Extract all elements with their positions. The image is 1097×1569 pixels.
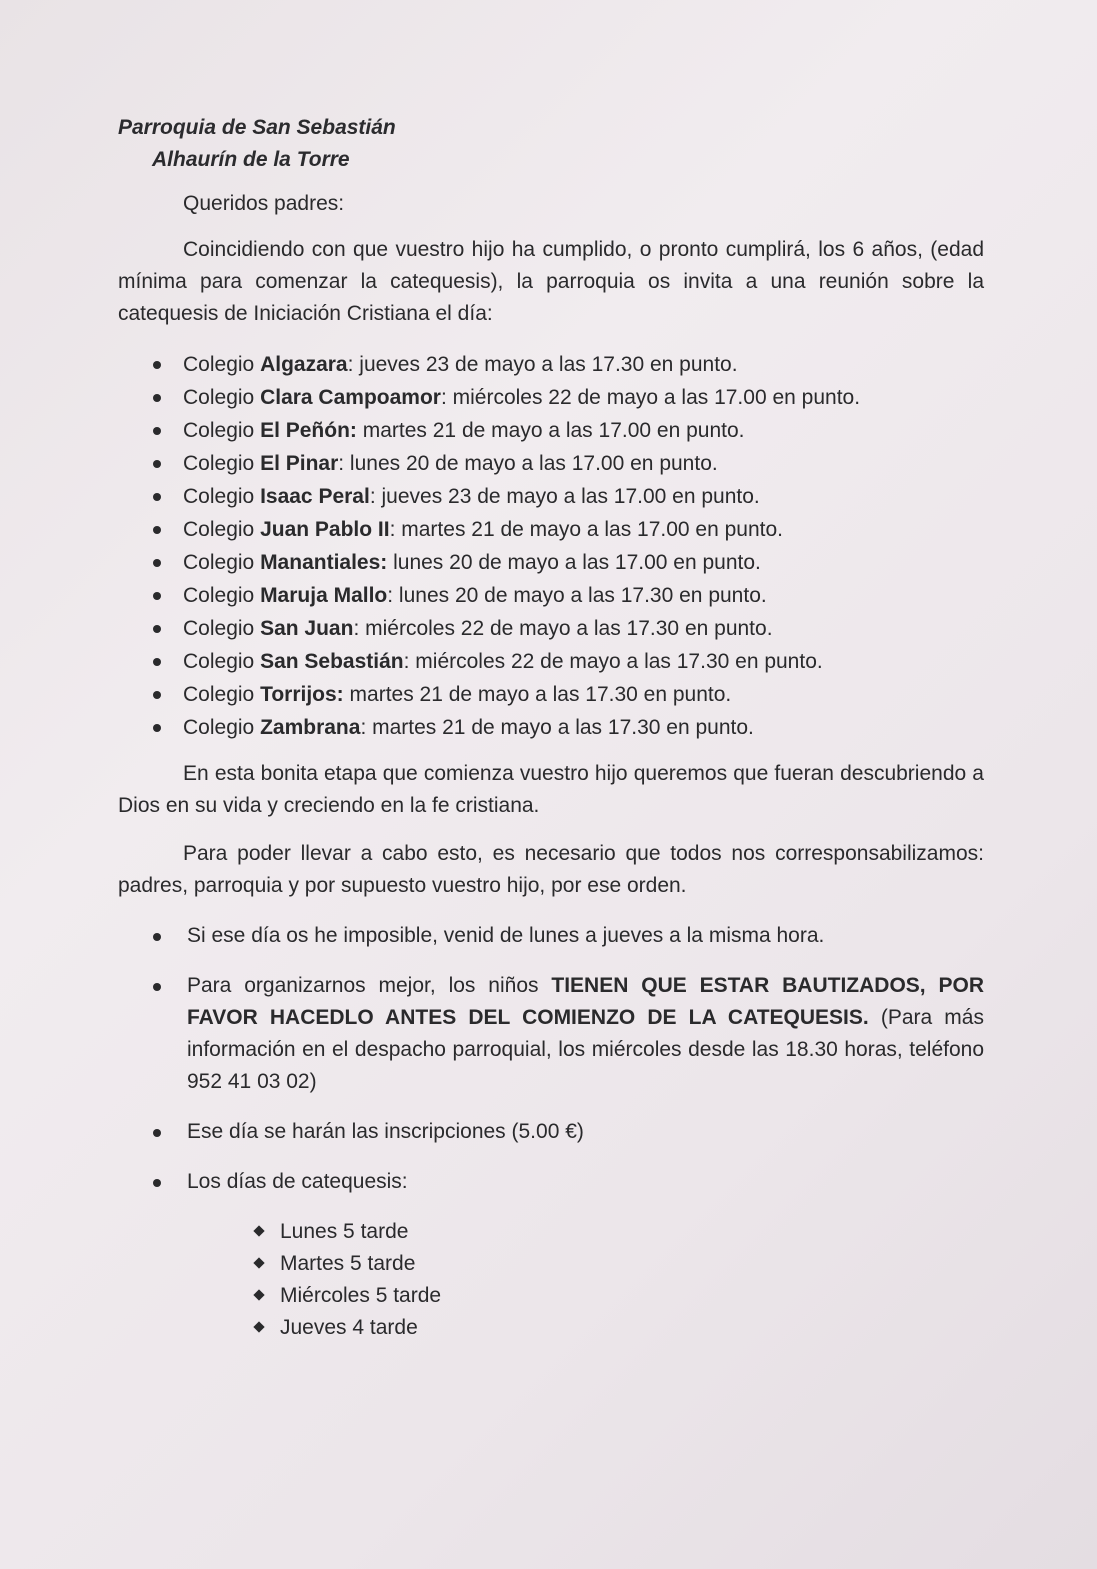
school-name: Maruja Mallo [260, 584, 388, 607]
list-item: Lunes 5 tarde [118, 1216, 984, 1248]
diamond-bullet-icon [253, 1321, 264, 1332]
school-name: Manantiales: [260, 551, 388, 574]
school-name: Torrijos: [260, 683, 344, 706]
purpose-paragraph: En esta bonita etapa que comienza vuestro hijo queremos que fueran descubriendo a Dios en su vida y creciendo en la fe cristiana. [118, 762, 984, 817]
list-item: Colegio Maruja Mallo: lunes 20 de mayo a las 17.30 en punto. [118, 579, 984, 612]
parish-town: Alhaurín de la Torre [152, 148, 350, 171]
note-catechesis-days: Los días de catequesis: Lunes 5 tarde Martes 5 tarde Miércoles 5 tarde Jueves 4 tarde [118, 1166, 984, 1344]
school-name: Isaac Peral [260, 485, 370, 508]
school-meeting-list [118, 348, 984, 744]
list-item: Colegio Clara Campoamor: miércoles 22 de mayo a las 17.00 en punto. [118, 381, 984, 414]
school-name: Clara Campoamor [260, 386, 441, 409]
letter-page [118, 112, 984, 1362]
list-item: Colegio El Peñón: martes 21 de mayo a las 17.00 en punto. [118, 414, 984, 447]
list-item: Colegio Algazara: jueves 23 de mayo a las 17.30 en punto. [118, 348, 984, 381]
notes-list [118, 920, 984, 1344]
school-name: San Sebastián [260, 650, 404, 673]
catechesis-days-list [118, 1216, 984, 1344]
list-item: Colegio Torrijos: martes 21 de mayo a las 17.30 en punto. [118, 678, 984, 711]
school-name: El Peñón: [260, 419, 357, 442]
list-item: Colegio El Pinar: lunes 20 de mayo a las 17.00 en punto. [118, 447, 984, 480]
list-item: Colegio San Sebastián: miércoles 22 de mayo a las 17.30 en punto. [118, 645, 984, 678]
list-item: Colegio Zambrana: martes 21 de mayo a las 17.30 en punto. [118, 711, 984, 744]
school-name: San Juan [260, 617, 354, 640]
list-item: Colegio Manantiales: lunes 20 de mayo a las 17.00 en punto. [118, 546, 984, 579]
diamond-bullet-icon [253, 1257, 264, 1268]
school-name: El Pinar [260, 452, 339, 475]
school-name: Juan Pablo II [260, 518, 390, 541]
responsibility-paragraph: Para poder llevar a cabo esto, es necesario que todos nos corresponsabilizamos: padres, parroquia y por supuesto vuestro hijo, por ese orden. [118, 842, 984, 897]
note-registration: Ese día se harán las inscripciones (5.00 €) [118, 1116, 984, 1148]
list-item: Colegio Juan Pablo II: martes 21 de mayo a las 17.00 en punto. [118, 513, 984, 546]
greeting: Queridos padres: [183, 192, 345, 215]
school-name: Algazara [260, 353, 348, 376]
diamond-bullet-icon [253, 1289, 264, 1300]
list-item: Miércoles 5 tarde [118, 1280, 984, 1312]
note-alternative-day: Si ese día os he imposible, venid de lunes a jueves a la misma hora. [118, 920, 984, 952]
list-item: Jueves 4 tarde [118, 1312, 984, 1344]
list-item: Colegio San Juan: miércoles 22 de mayo a las 17.30 en punto. [118, 612, 984, 645]
diamond-bullet-icon [253, 1225, 264, 1236]
school-name: Zambrana [260, 716, 361, 739]
list-item: Martes 5 tarde [118, 1248, 984, 1280]
baptism-requirement: TIENEN QUE ESTAR BAUTIZADOS, POR FAVOR HACEDLO ANTES DEL COMIENZO DE LA CATEQUESIS. [187, 974, 985, 1029]
parish-name: Parroquia de San Sebastián [118, 116, 396, 139]
note-baptism: Para organizarnos mejor, los niños TIENEN QUE ESTAR BAUTIZADOS, POR FAVOR HACEDLO ANTES DEL COMIENZO DE LA CATEQUESIS. (Para más información en el despacho parroquial, los miércoles desde las 18.30 horas, teléfono 952 41 03 02) [118, 970, 984, 1098]
intro-paragraph: Coincidiendo con que vuestro hijo ha cumplido, o pronto cumplirá, los 6 años, (edad mínima para comenzar la catequesis), la parroquia os invita a una reunión sobre la catequesis de Iniciación Cristiana el día: [118, 238, 984, 325]
list-item: Colegio Isaac Peral: jueves 23 de mayo a las 17.00 en punto. [118, 480, 984, 513]
